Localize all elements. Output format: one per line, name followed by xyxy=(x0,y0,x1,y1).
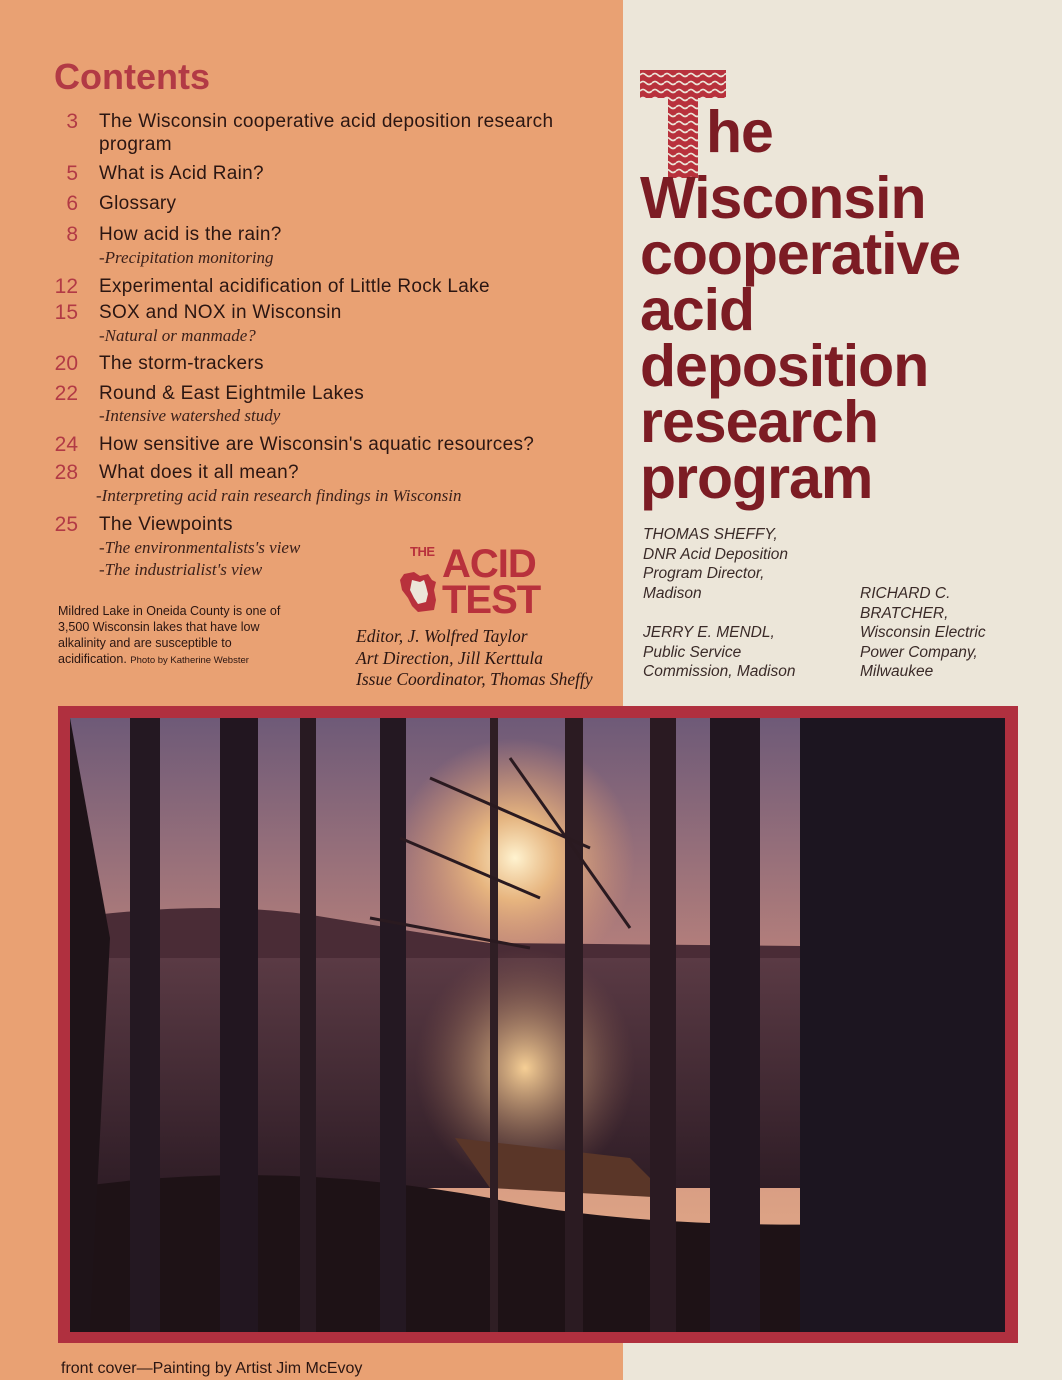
page-number: 12 xyxy=(54,275,78,298)
logo-acid: ACID xyxy=(442,542,536,586)
title-line: cooperative xyxy=(640,221,961,287)
lake-sunset-photo xyxy=(70,718,1005,1332)
entry-title: Experimental acidification of Little Rock Lake xyxy=(99,276,490,297)
caption-text: Mildred Lake in Oneida County is one of 3,500 Wisconsin lakes that have low alkalinity and are susceptible to acidification. xyxy=(58,604,281,666)
author-line: Public Service xyxy=(643,643,742,661)
photo-credit: Photo by Katherine Webster xyxy=(130,655,249,666)
author-line: RICHARD C. xyxy=(860,585,951,602)
author-line: Commission, Madison xyxy=(643,663,796,680)
entry-subtitle: -The industrialist's view xyxy=(99,560,263,579)
issue-coordinator-credit: Issue Coordinator, Thomas Sheffy xyxy=(356,669,593,689)
title-line: program xyxy=(640,445,873,511)
page-number: 3 xyxy=(66,110,78,133)
author-thomas-sheffy xyxy=(643,525,788,603)
author-line: Wisconsin Electric xyxy=(860,624,986,641)
staff-credits xyxy=(356,626,593,691)
title-line: Wisconsin xyxy=(640,165,926,231)
logo-the: THE xyxy=(410,544,435,559)
page-number: 15 xyxy=(54,301,78,324)
title-line: deposition xyxy=(640,333,929,399)
title-line: research xyxy=(640,389,879,455)
entry-subtitle: -Intensive watershed study xyxy=(99,406,281,425)
author-line: THOMAS SHEFFY, xyxy=(643,526,778,543)
entry-title: The Viewpoints xyxy=(99,514,233,535)
page-number: 8 xyxy=(66,223,78,246)
entry-title: How acid is the rain? xyxy=(99,224,282,245)
page-number: 28 xyxy=(54,461,78,484)
contents-heading: Contents xyxy=(54,56,210,97)
page-number: 5 xyxy=(66,162,78,185)
author-line: Madison xyxy=(643,584,702,602)
author-line: Milwaukee xyxy=(860,663,934,680)
author-line: BRATCHER, xyxy=(860,604,949,622)
author-line: JERRY E. MENDL, xyxy=(643,624,775,641)
author-line: DNR Acid Deposition xyxy=(643,545,789,563)
entry-title: The Wisconsin cooperative acid deposition research program xyxy=(99,111,554,155)
title-he: he xyxy=(706,99,773,165)
entry-title: Glossary xyxy=(99,193,177,214)
entry-subtitle: -The environmentalists's view xyxy=(99,538,301,557)
cover-credit: front cover—Painting by Artist Jim McEvoy xyxy=(61,1360,363,1377)
art-direction-credit: Art Direction, Jill Kerttula xyxy=(356,647,543,668)
page-number: 6 xyxy=(66,192,78,215)
acid-test-logo xyxy=(398,542,546,622)
page-number: 20 xyxy=(54,352,78,375)
entry-title: What does it all mean? xyxy=(99,462,299,483)
entry-subtitle: -Precipitation monitoring xyxy=(99,248,274,267)
entry-title: How sensitive are Wisconsin's aquatic resources? xyxy=(99,434,535,455)
wisconsin-map-icon xyxy=(398,570,440,614)
page-number: 22 xyxy=(54,382,78,405)
author-line: Power Company, xyxy=(860,643,978,661)
entry-title: Round & East Eightmile Lakes xyxy=(99,383,365,404)
logo-test: TEST xyxy=(442,578,541,622)
author-line: Program Director, xyxy=(643,565,765,582)
author-richard-bratcher xyxy=(860,584,986,682)
photo-caption xyxy=(58,603,288,669)
lake-sunset-image xyxy=(70,718,1005,1332)
page-number: 25 xyxy=(54,513,78,536)
page-number: 24 xyxy=(54,433,78,456)
entry-subtitle: -Interpreting acid rain research findings in Wisconsin xyxy=(96,486,462,505)
entry-subtitle: -Natural or manmade? xyxy=(99,326,256,345)
editor-credit: Editor, J. Wolfred Taylor xyxy=(356,626,528,646)
author-jerry-mendl xyxy=(643,623,795,682)
entry-title: SOX and NOX in Wisconsin xyxy=(99,302,342,323)
entry-title: The storm-trackers xyxy=(99,353,264,374)
entry-title: What is Acid Rain? xyxy=(99,163,264,184)
title-line: acid xyxy=(640,277,755,343)
